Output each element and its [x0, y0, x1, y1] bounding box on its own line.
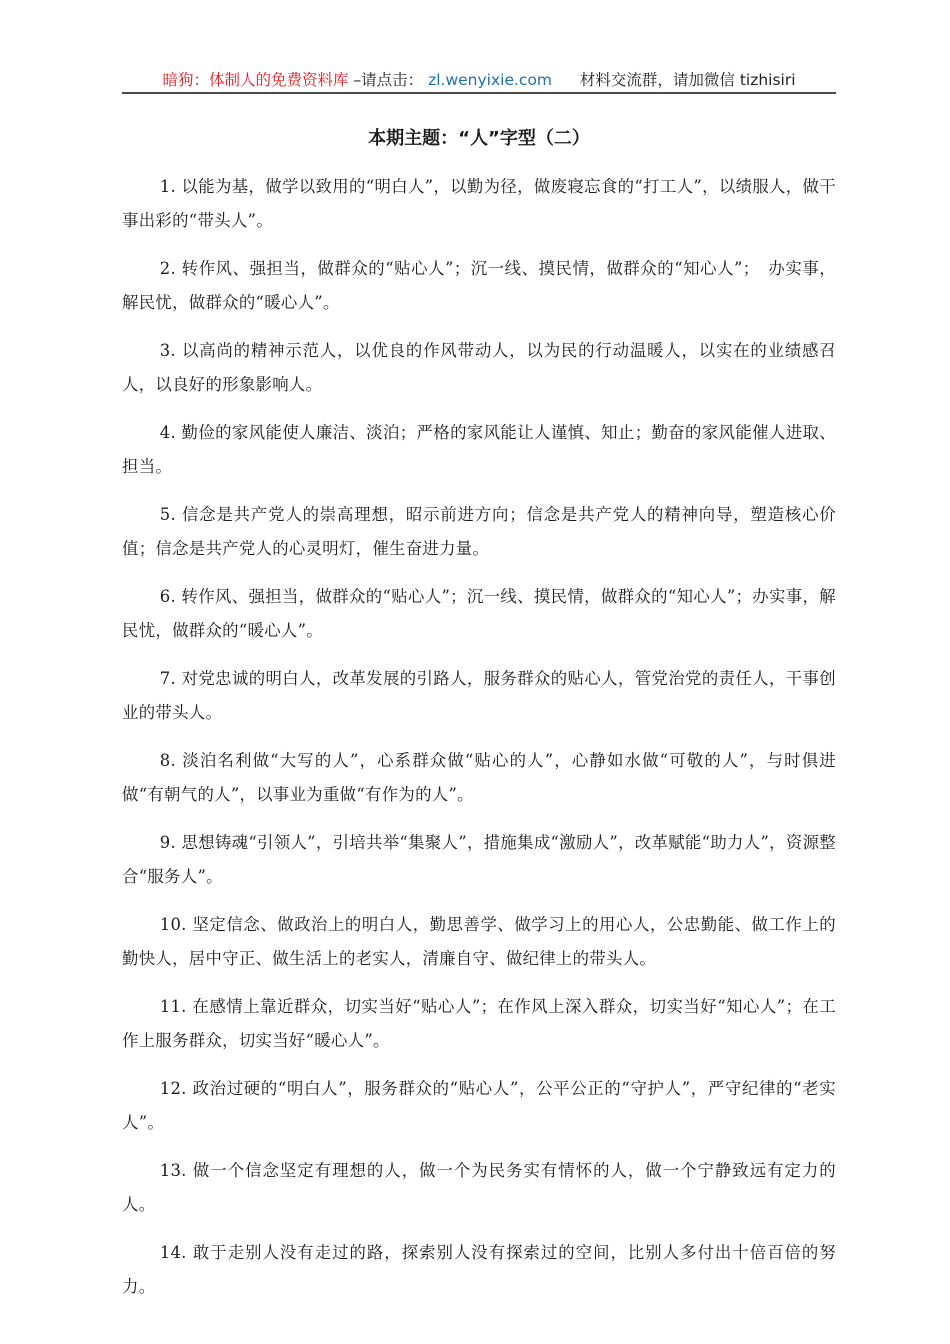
- header-divider: [122, 92, 836, 94]
- list-item: 3. 以高尚的精神示范人，以优良的作风带动人，以为民的行动温暖人，以实在的业绩感召人，以良好的形象影响人。: [122, 341, 836, 394]
- document-body: [122, 170, 836, 1318]
- list-item: 9. 思想铸魂“引领人”，引培共举“集聚人”，措施集成“激励人”，改革赋能“助力人”，资源整合“服务人”。: [122, 833, 836, 886]
- list-item: 14. 敢于走别人没有走过的路，探索别人没有探索过的空间，比别人多付出十倍百倍的努力。: [122, 1243, 836, 1296]
- header-brand: 暗狗：体制人的免费资料库: [162, 71, 349, 89]
- list-item: 7. 对党忠诚的明白人，改革发展的引路人，服务群众的贴心人，管党治党的责任人，干事创业的带头人。: [122, 669, 836, 722]
- list-item: 12. 政治过硬的“明白人”，服务群众的“贴心人”，公平公正的“守护人”，严守纪律的“老实人”。: [122, 1079, 836, 1132]
- list-item: 2. 转作风、强担当，做群众的“贴心人”；沉一线、摸民情，做群众的“知心人”； 办实事，解民忧，做群众的“暖心人”。: [122, 259, 836, 312]
- header-link[interactable]: zl.wenyixie.com: [428, 71, 553, 89]
- list-item: 13. 做一个信念坚定有理想的人，做一个为民务实有情怀的人，做一个宁静致远有定力的人。: [122, 1161, 836, 1214]
- list-item: 5. 信念是共产党人的崇高理想，昭示前进方向；信念是共产党人的精神向导，塑造核心价值；信念是共产党人的心灵明灯，催生奋进力量。: [122, 505, 836, 558]
- header-prompt: –请点击：: [353, 71, 424, 89]
- page-header: [122, 68, 836, 92]
- list-item: 8. 淡泊名利做“大写的人”，心系群众做“贴心的人”，心静如水做“可敬的人”，与时俱进做“有朝气的人”，以事业为重做“有作为的人”。: [122, 751, 836, 804]
- document-title: 本期主题：“人”字型（二）: [368, 128, 590, 149]
- list-item: 4. 勤俭的家风能使人廉洁、淡泊；严格的家风能让人谨慎、知止；勤奋的家风能催人进取、担当。: [122, 423, 836, 476]
- header-contact: 材料交流群，请加微信 tizhisiri: [579, 71, 796, 89]
- list-item: 1. 以能为基，做学以致用的“明白人”，以勤为径，做废寝忘食的“打工人”，以绩服人，做干事出彩的“带头人”。: [122, 177, 836, 230]
- list-item: 6. 转作风、强担当，做群众的“贴心人”；沉一线、摸民情，做群众的“知心人”；办实事，解民忧，做群众的“暖心人”。: [122, 587, 836, 640]
- list-item: 10. 坚定信念、做政治上的明白人，勤思善学、做学习上的用心人，公忠勤能、做工作上的勤快人，居中守正、做生活上的老实人，清廉自守、做纪律上的带头人。: [122, 915, 836, 968]
- list-item: 11. 在感情上靠近群众，切实当好“贴心人”；在作风上深入群众，切实当好“知心人”；在工作上服务群众，切实当好“暖心人”。: [122, 997, 836, 1050]
